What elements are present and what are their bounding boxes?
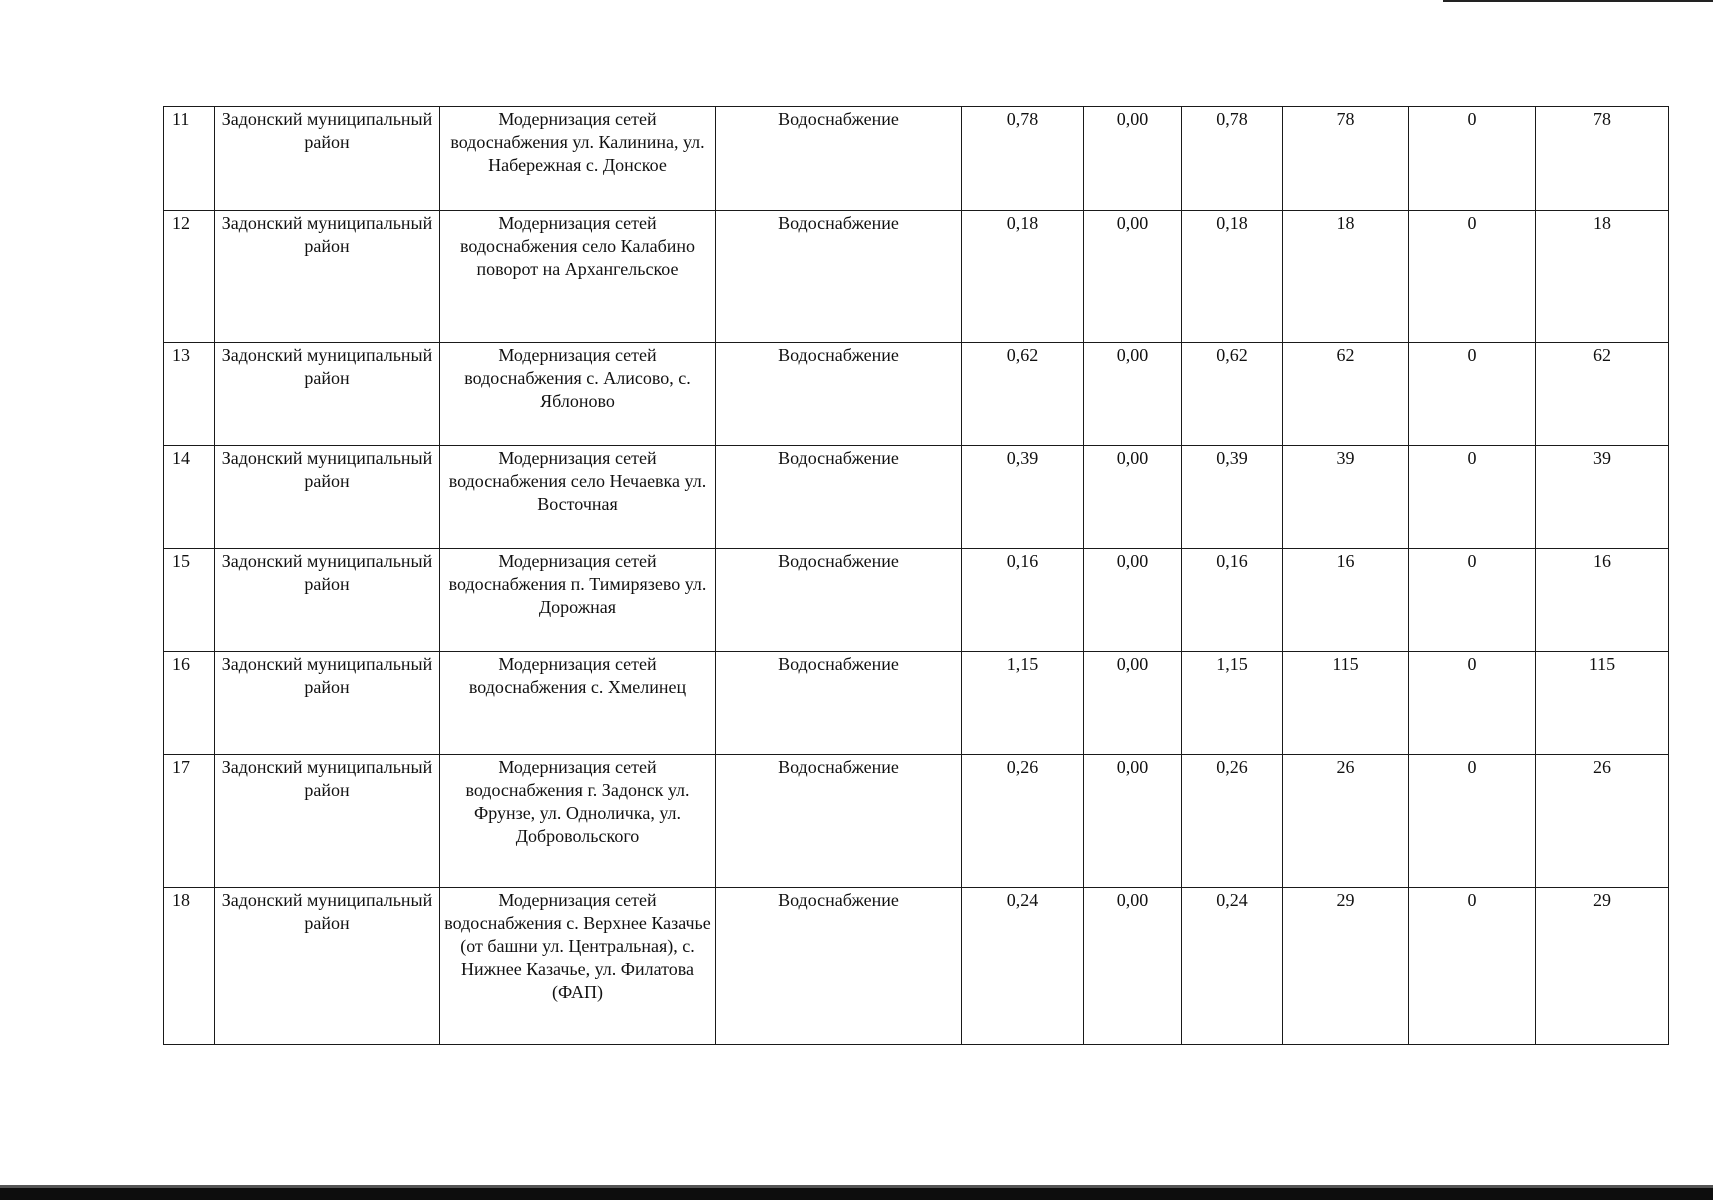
project-cell: Модернизация сетей водоснабжения село Нечаевка ул. Восточная	[440, 446, 716, 549]
sector-cell: Водоснабжение	[716, 446, 962, 549]
value-cell-5: 0	[1409, 211, 1536, 343]
value-cell-6: 16	[1536, 549, 1669, 652]
value-cell-6: 39	[1536, 446, 1669, 549]
value-cell-6: 78	[1536, 107, 1669, 211]
row-number: 17	[164, 755, 215, 888]
value-cell-3: 0,24	[1182, 888, 1283, 1045]
row-number: 12	[164, 211, 215, 343]
district-cell: Задонский муниципальный район	[215, 107, 440, 211]
project-cell: Модернизация сетей водоснабжения г. Задонск ул. Фрунзе, ул. Одноличка, ул. Добровольского	[440, 755, 716, 888]
project-cell: Модернизация сетей водоснабжения с. Хмелинец	[440, 652, 716, 755]
district-cell: Задонский муниципальный район	[215, 888, 440, 1045]
table-row	[164, 888, 1669, 1045]
value-cell-2: 0,00	[1084, 549, 1182, 652]
project-cell: Модернизация сетей водоснабжения ул. Калинина, ул. Набережная с. Донское	[440, 107, 716, 211]
table-row	[164, 549, 1669, 652]
value-cell-5: 0	[1409, 755, 1536, 888]
project-cell: Модернизация сетей водоснабжения с. Верхнее Казачье (от башни ул. Центральная), с. Нижнее Казачье, ул. Филатова (ФАП)	[440, 888, 716, 1045]
table-row	[164, 211, 1669, 343]
value-cell-2: 0,00	[1084, 211, 1182, 343]
district-cell: Задонский муниципальный район	[215, 343, 440, 446]
value-cell-5: 0	[1409, 343, 1536, 446]
value-cell-3: 0,78	[1182, 107, 1283, 211]
row-number: 11	[164, 107, 215, 211]
table-row	[164, 446, 1669, 549]
value-cell-1: 0,78	[962, 107, 1084, 211]
project-cell: Модернизация сетей водоснабжения п. Тимирязево ул. Дорожная	[440, 549, 716, 652]
value-cell-4: 29	[1283, 888, 1409, 1045]
value-cell-5: 0	[1409, 446, 1536, 549]
sector-cell: Водоснабжение	[716, 211, 962, 343]
value-cell-3: 0,39	[1182, 446, 1283, 549]
project-cell: Модернизация сетей водоснабжения село Калабино поворот на Архангельское	[440, 211, 716, 343]
value-cell-3: 0,16	[1182, 549, 1283, 652]
value-cell-6: 115	[1536, 652, 1669, 755]
sector-cell: Водоснабжение	[716, 888, 962, 1045]
value-cell-1: 0,24	[962, 888, 1084, 1045]
value-cell-5: 0	[1409, 549, 1536, 652]
value-cell-6: 26	[1536, 755, 1669, 888]
district-cell: Задонский муниципальный район	[215, 211, 440, 343]
value-cell-1: 0,16	[962, 549, 1084, 652]
value-cell-2: 0,00	[1084, 343, 1182, 446]
row-number: 14	[164, 446, 215, 549]
value-cell-4: 78	[1283, 107, 1409, 211]
value-cell-1: 0,62	[962, 343, 1084, 446]
value-cell-3: 0,26	[1182, 755, 1283, 888]
value-cell-4: 115	[1283, 652, 1409, 755]
value-cell-2: 0,00	[1084, 888, 1182, 1045]
row-number: 18	[164, 888, 215, 1045]
project-cell: Модернизация сетей водоснабжения с. Алисово, с. Яблоново	[440, 343, 716, 446]
value-cell-2: 0,00	[1084, 446, 1182, 549]
projects-table	[163, 106, 1669, 1045]
value-cell-4: 39	[1283, 446, 1409, 549]
value-cell-1: 0,18	[962, 211, 1084, 343]
value-cell-4: 26	[1283, 755, 1409, 888]
value-cell-4: 62	[1283, 343, 1409, 446]
value-cell-3: 1,15	[1182, 652, 1283, 755]
row-number: 15	[164, 549, 215, 652]
table-row	[164, 652, 1669, 755]
district-cell: Задонский муниципальный район	[215, 755, 440, 888]
scan-edge-top	[1443, 0, 1713, 2]
value-cell-2: 0,00	[1084, 755, 1182, 888]
value-cell-2: 0,00	[1084, 652, 1182, 755]
sector-cell: Водоснабжение	[716, 107, 962, 211]
table-row	[164, 343, 1669, 446]
value-cell-1: 0,26	[962, 755, 1084, 888]
district-cell: Задонский муниципальный район	[215, 652, 440, 755]
value-cell-1: 0,39	[962, 446, 1084, 549]
value-cell-4: 18	[1283, 211, 1409, 343]
table-body	[164, 107, 1669, 1045]
value-cell-3: 0,18	[1182, 211, 1283, 343]
row-number: 13	[164, 343, 215, 446]
sector-cell: Водоснабжение	[716, 652, 962, 755]
district-cell: Задонский муниципальный район	[215, 446, 440, 549]
value-cell-4: 16	[1283, 549, 1409, 652]
row-number: 16	[164, 652, 215, 755]
sector-cell: Водоснабжение	[716, 549, 962, 652]
value-cell-5: 0	[1409, 107, 1536, 211]
value-cell-6: 18	[1536, 211, 1669, 343]
scan-edge-bottom	[0, 1188, 1713, 1200]
table-row	[164, 755, 1669, 888]
value-cell-6: 62	[1536, 343, 1669, 446]
sector-cell: Водоснабжение	[716, 755, 962, 888]
value-cell-3: 0,62	[1182, 343, 1283, 446]
value-cell-5: 0	[1409, 652, 1536, 755]
value-cell-2: 0,00	[1084, 107, 1182, 211]
sector-cell: Водоснабжение	[716, 343, 962, 446]
value-cell-6: 29	[1536, 888, 1669, 1045]
value-cell-1: 1,15	[962, 652, 1084, 755]
table-row	[164, 107, 1669, 211]
district-cell: Задонский муниципальный район	[215, 549, 440, 652]
value-cell-5: 0	[1409, 888, 1536, 1045]
